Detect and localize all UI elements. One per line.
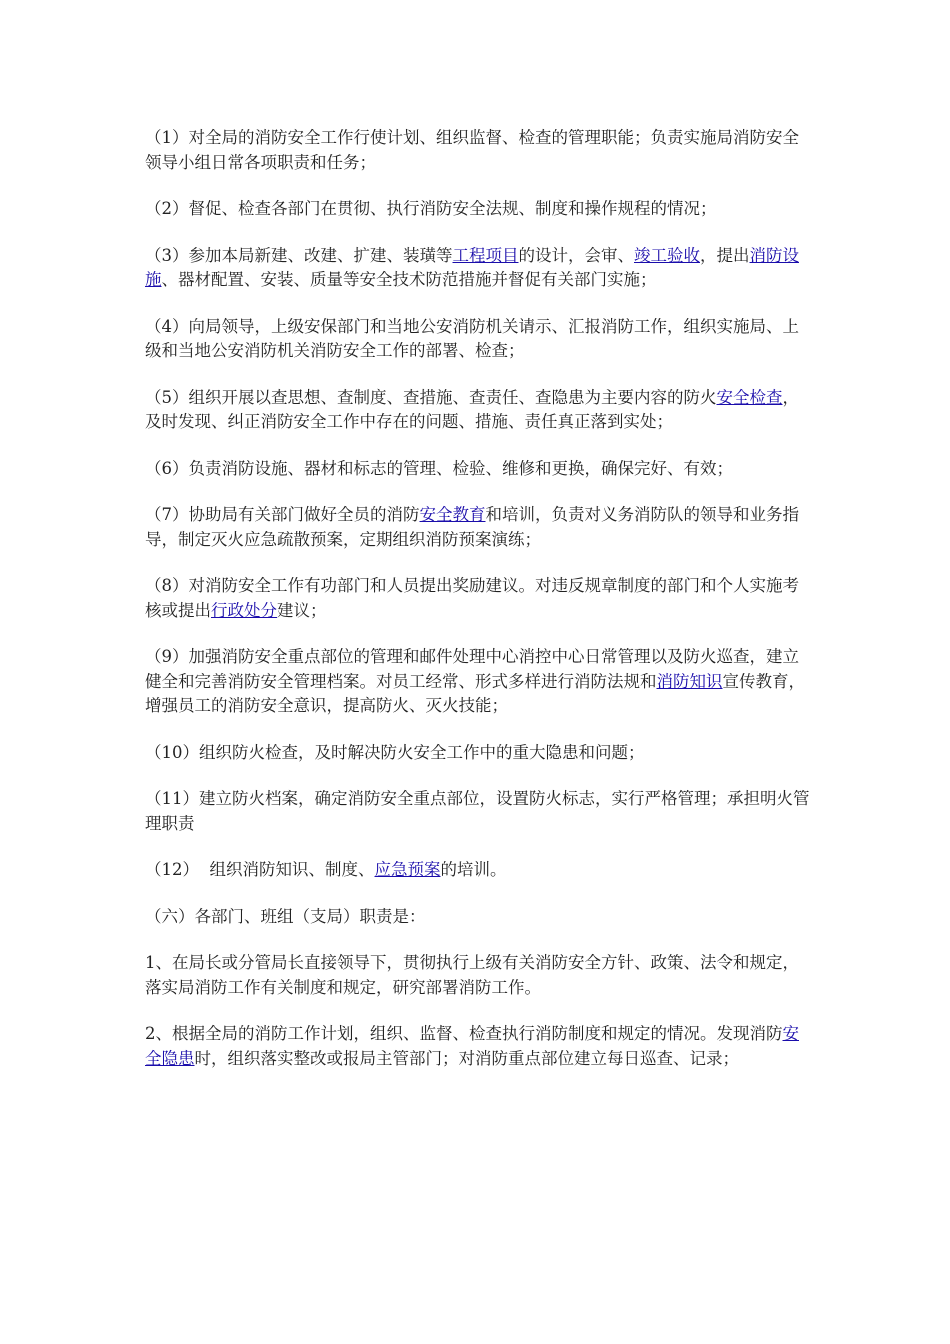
paragraph-2 bbox=[145, 197, 815, 222]
paragraph-13 bbox=[145, 905, 815, 930]
paragraph-6 bbox=[145, 457, 815, 482]
link-fire-facilities[interactable]: 消防设施 bbox=[145, 245, 799, 289]
paragraph-8 bbox=[145, 574, 815, 623]
paragraph-1 bbox=[145, 126, 815, 175]
paragraph-text: 的培训。 bbox=[440, 860, 507, 879]
paragraph-text: （9）加强消防安全重点部位的管理和邮件处理中心消控中心日常管理以及防火巡查，建立健全和完善消防安全管理档案。对员工经常、形式多样进行消防法规和 bbox=[145, 647, 799, 691]
paragraph-text: 建议； bbox=[277, 600, 327, 620]
paragraph-text: 的设计，会审、 bbox=[518, 245, 634, 265]
paragraph-text: （1）对全局的消防安全工作行使计划、组织监督、检查的管理职能；负责实施局消防安全领导小组日常各项职责和任务； bbox=[145, 128, 799, 172]
paragraph-text: 1、在局长或分管局长直接领导下，贯彻执行上级有关消防安全方针、政策、法令和规定，落实局消防工作有关制度和规定，研究部署消防工作。 bbox=[145, 953, 799, 997]
paragraph-9 bbox=[145, 645, 815, 719]
paragraph-text: （11）建立防火档案，确定消防安全重点部位，设置防火标志，实行严格管理；承担明火管理职责 bbox=[145, 789, 810, 833]
paragraph-text: 、器材配置、安装、质量等安全技术防范措施并督促有关部门实施； bbox=[161, 270, 657, 289]
paragraph-text: （7）协助局有关部门做好全员的消防 bbox=[145, 505, 420, 524]
link-safety-inspection[interactable]: 安全检查 bbox=[716, 387, 783, 407]
paragraph-text: （六）各部门、班组（支局）职责是： bbox=[145, 906, 426, 926]
link-administrative-sanction[interactable]: 行政处分 bbox=[211, 600, 277, 620]
paragraph-text: ，提出 bbox=[700, 245, 750, 265]
paragraph-text: （6）负责消防设施、器材和标志的管理、检验、维修和更换，确保完好、有效； bbox=[145, 458, 733, 478]
paragraph-4 bbox=[145, 315, 815, 364]
paragraph-text: （5）组织开展以查思想、查制度、查措施、查责任、查隐患为主要内容的防火 bbox=[145, 387, 717, 407]
document-body bbox=[145, 126, 815, 1093]
paragraph-text: （12） 组织消防知识、制度、 bbox=[145, 860, 375, 879]
link-safety-education[interactable]: 安全教育 bbox=[419, 505, 486, 524]
paragraph-text: （10）组织防火检查，及时解决防火安全工作中的重大隐患和问题； bbox=[145, 742, 645, 762]
paragraph-5 bbox=[145, 386, 815, 435]
paragraph-text: （2）督促、检查各部门在贯彻、执行消防安全法规、制度和操作规程的情况； bbox=[145, 199, 717, 218]
paragraph-text: 2、根据全局的消防工作计划，组织、监督、检查执行消防制度和规定的情况。发现消防 bbox=[145, 1024, 783, 1043]
paragraph-3 bbox=[145, 244, 815, 293]
paragraph-10 bbox=[145, 741, 815, 766]
paragraph-7 bbox=[145, 503, 815, 552]
paragraph-15 bbox=[145, 1022, 815, 1071]
paragraph-text: ，及时发现、纠正消防安全工作中存在的问题、措施、责任真正落到实处； bbox=[145, 387, 799, 431]
paragraph-text: （3）参加本局新建、改建、扩建、装璜等 bbox=[145, 245, 453, 265]
link-engineering-project[interactable]: 工程项目 bbox=[452, 245, 519, 265]
paragraph-12 bbox=[145, 858, 815, 883]
link-safety-hazard[interactable]: 安全隐患 bbox=[145, 1024, 799, 1068]
paragraph-text: （4）向局领导，上级安保部门和当地公安消防机关请示、汇报消防工作，组织实施局、上级和当地公安消防机关消防安全工作的部署、检查； bbox=[145, 316, 799, 360]
paragraph-text: 时，组织落实整改或报局主管部门；对消防重点部位建立每日巡查、记录； bbox=[194, 1048, 739, 1068]
paragraph-14 bbox=[145, 951, 815, 1000]
link-fire-knowledge[interactable]: 消防知识 bbox=[656, 671, 723, 691]
paragraph-text: 和培训，负责对义务消防队的领导和业务指导，制定灭火应急疏散预案，定期组织消防预案演练； bbox=[145, 505, 799, 549]
link-emergency-plan[interactable]: 应急预案 bbox=[374, 860, 441, 879]
paragraph-text: 宣传教育，增强员工的消防安全意识，提高防火、灭火技能； bbox=[145, 671, 805, 715]
paragraph-11 bbox=[145, 787, 815, 836]
link-completion-acceptance[interactable]: 竣工验收 bbox=[634, 245, 700, 265]
paragraph-text: （8）对消防安全工作有功部门和人员提出奖励建议。对违反规章制度的部门和个人实施考核或提出 bbox=[145, 576, 799, 620]
